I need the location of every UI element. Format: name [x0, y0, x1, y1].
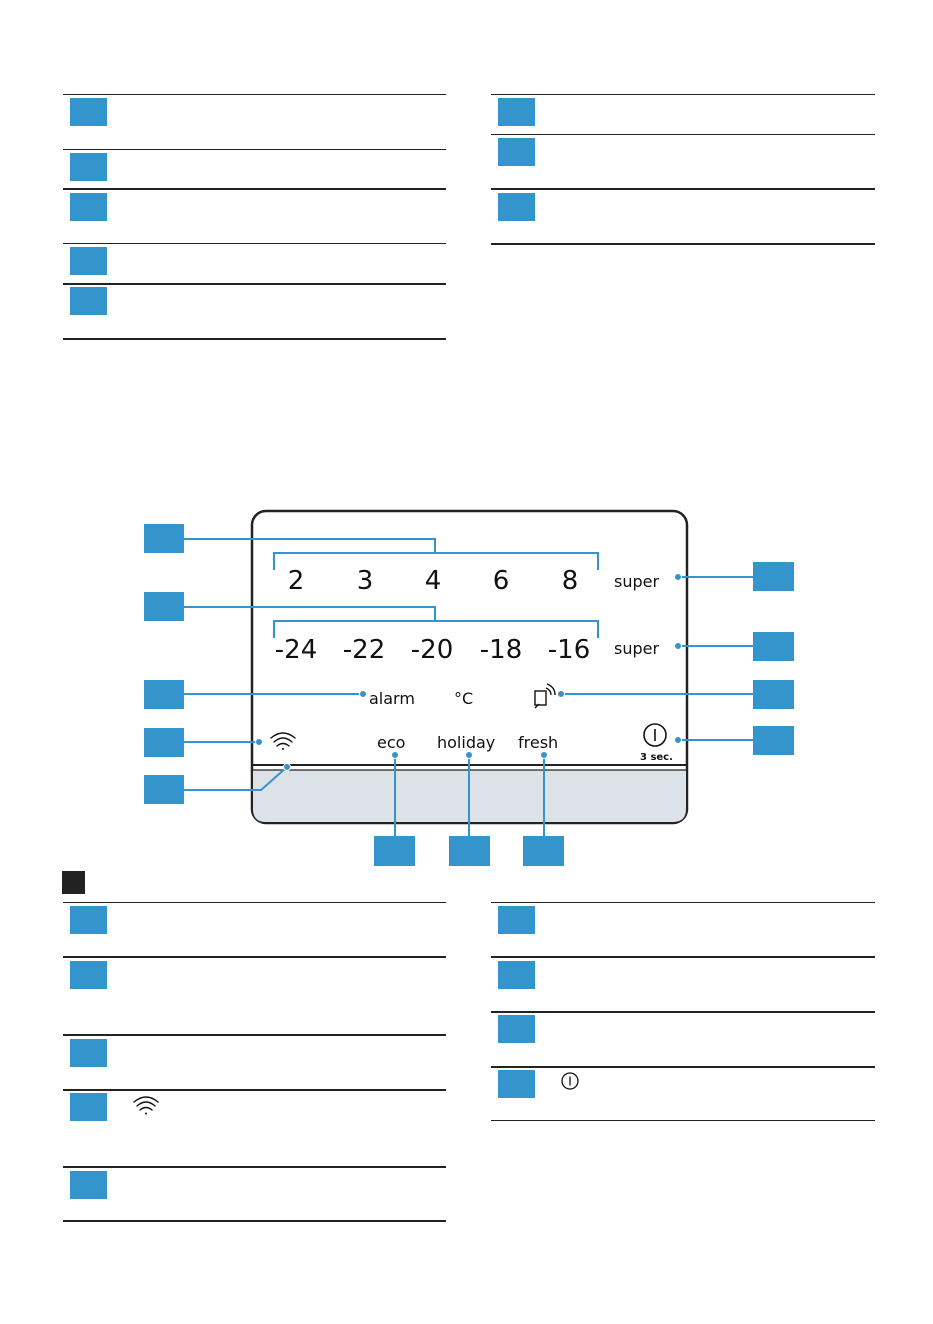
row-divider: [63, 1089, 446, 1091]
callout-box: [753, 632, 794, 661]
callout-box: [70, 1171, 107, 1199]
callout-box: [753, 680, 794, 709]
holiday-label: holiday: [437, 733, 496, 752]
callout-box: [70, 1039, 107, 1067]
row-divider: [63, 902, 446, 903]
super-freezer-label: super: [614, 639, 660, 658]
callout-box: [753, 726, 794, 755]
callout-box: [70, 906, 107, 934]
row-divider: [491, 1120, 875, 1121]
row-divider: [63, 956, 446, 958]
row-divider: [491, 902, 875, 903]
callout-box: [753, 562, 794, 591]
freezer-temp-label: -18: [479, 635, 523, 665]
fridge-temp-label: 2: [287, 566, 305, 596]
callout-box: [70, 1093, 107, 1121]
row-divider: [63, 1220, 446, 1222]
row-divider: [491, 1066, 875, 1068]
callout-box: [498, 961, 535, 989]
callout-box: [498, 906, 535, 934]
callout-box: [70, 961, 107, 989]
freezer-temp-label: -20: [410, 635, 454, 665]
callout-box: [374, 836, 415, 866]
row-divider: [63, 1034, 446, 1036]
alarm-label: alarm: [369, 689, 415, 708]
fridge-temp-label: 6: [492, 566, 510, 596]
eco-label: eco: [377, 733, 406, 752]
callout-box: [498, 1015, 535, 1043]
fridge-temp-label: 4: [424, 566, 442, 596]
section-square-icon: [62, 871, 85, 894]
super-fridge-label: super: [614, 572, 660, 591]
callout-box: [449, 836, 490, 866]
power-icon: [560, 1071, 580, 1091]
callout-box: [498, 1070, 535, 1098]
fresh-label: fresh: [518, 733, 559, 752]
wifi-icon: [133, 1094, 159, 1116]
callout-box: [523, 836, 564, 866]
row-divider: [63, 1166, 446, 1168]
freezer-temp-label: -24: [274, 635, 318, 665]
row-divider: [491, 956, 875, 958]
callout-box: [144, 728, 184, 757]
freezer-temp-label: -16: [547, 635, 591, 665]
unit-label: °C: [454, 689, 474, 708]
fridge-temp-label: 8: [561, 566, 579, 596]
callout-box: [144, 680, 184, 709]
row-divider: [491, 1011, 875, 1013]
bottom-legend-left: [63, 902, 446, 1224]
power-hold-label: 3 sec.: [640, 752, 673, 763]
bottom-legend-right: [491, 902, 875, 1124]
callout-box: [144, 524, 184, 553]
fridge-temp-label: 3: [356, 566, 374, 596]
callout-box: [144, 592, 184, 621]
freezer-temp-label: -22: [342, 635, 386, 665]
callout-box: [144, 775, 184, 804]
